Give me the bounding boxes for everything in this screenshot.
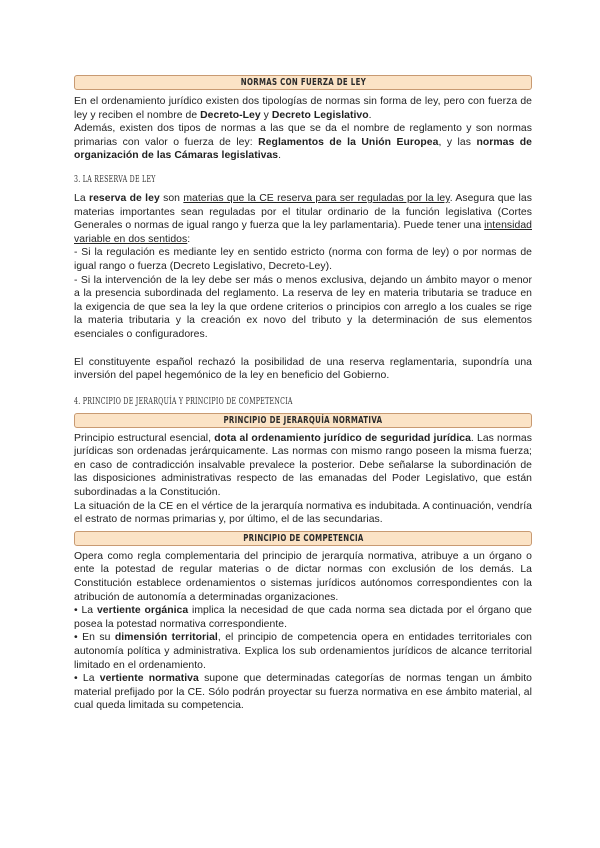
jerarquia-paragraph: Principio estructural esencial, dota al ordenamiento jurídico de seguridad jurídica. Las normas jurídicas son ordenadas jerárquicamente. Las normas con mismo rango poseen la misma fuerza; en caso de contradicción insalvable prevalece la posterior. Debe señalarse la subordinación de las disposiciones administrativas respecto de las emanadas del Poder Legislativo, que están subordinadas a la Constitución.	[74, 432, 532, 499]
banner-normas-fuerza-ley: NORMAS CON FUERZA DE LEY	[74, 75, 532, 90]
reserva-paragraph-2: El constituyente español rechazó la posibilidad de una reserva reglamentaria, supondría una inversión del papel hegemónico de la ley en beneficio del Gobierno.	[74, 356, 532, 382]
reserva-list-item-2: - Si la intervención de la ley debe ser más o menos exclusiva, dejando un ámbito mayor o menor a la presencia subordinada del reglamento. La reserva de ley en materia tributaria se traduce en la exigencia de que sea la ley la que ordene criterios o principios con arreglo a los cuales se rige la materia tributaria y la creación ex novo del tributo y la determinación de sus elementos esenciales o configuradores.	[74, 274, 532, 340]
section-title-reserva-de-ley: 3. LA RESERVA DE LEY	[74, 173, 156, 185]
reserva-paragraph: La reserva de ley son materias que la CE reserva para ser reguladas por la ley. Asegura que las materias importantes sean reguladas por el titular ordinario de la función legislativa (Cortes Generales o normas de igual rango y fuerza que la ley parlamentaria). Puede tener una intensidad variable en dos sentidos:	[74, 192, 532, 245]
intro-paragraph-1: En el ordenamiento jurídico existen dos tipologías de normas sin forma de ley, pero con fuerza de ley y reciben el nombre de Decreto-Ley y Decreto Legislativo.	[74, 96, 532, 121]
page-content	[74, 75, 532, 713]
section-title-jerarquia-competencia: 4. PRINCIPIO DE JERARQUÍA Y PRINCIPIO DE COMPETENCIA	[74, 395, 293, 407]
competencia-bullet-normativa: • La vertiente normativa supone que determinadas categorías de normas tengan un ámbito material prefijado por la CE. Sólo podrán proyectar su fuerza normativa en ese ámbito material, al cual queda limitada su competencia.	[74, 673, 532, 712]
banner-competencia: PRINCIPIO DE COMPETENCIA	[74, 531, 532, 546]
competencia-bullet-territorial: • En su dimensión territorial, el principio de competencia opera en entidades territoriales con autonomía política y administrativa. Explica los sub ordenamientos jurídicos de alcance territorial limitado en el ordenamiento.	[74, 632, 532, 671]
intro-paragraph-2: Además, existen dos tipos de normas a las que se da el nombre de reglamento y son normas primarias con valor o fuerza de ley: Reglamentos de la Unión Europea, y las normas de organización de las Cámaras legislativas.	[74, 123, 532, 162]
banner-jerarquia-normativa: PRINCIPIO DE JERARQUÍA NORMATIVA	[74, 413, 532, 428]
paragraph-gap	[74, 342, 532, 356]
reserva-list-item-1: - Si la regulación es mediante ley en sentido estricto (norma con forma de ley) o por normas de igual rango o fuerza (Decreto Legislativo, Decreto-Ley).	[74, 247, 532, 272]
competencia-bullet-organica: • La vertiente orgánica implica la necesidad de que cada norma sea dictada por el órgano que posea la potestad normativa correspondiente.	[74, 605, 532, 630]
jerarquia-paragraph-2: La situación de la CE en el vértice de la jerarquía normativa es indubitada. A continuación, vendría el estrato de normas primarias y, por último, el de las secundarias.	[74, 500, 532, 526]
competencia-paragraph: Opera como regla complementaria del principio de jerarquía normativa, atribuye a un órgano o ente la potestad de regular materias o de dictar normas con exclusión de los demás. La Constitución establece ordenamientos o sistemas jurídicos autónomos correspondientes con la atribución de autonomía a determinadas organizaciones.	[74, 550, 532, 603]
